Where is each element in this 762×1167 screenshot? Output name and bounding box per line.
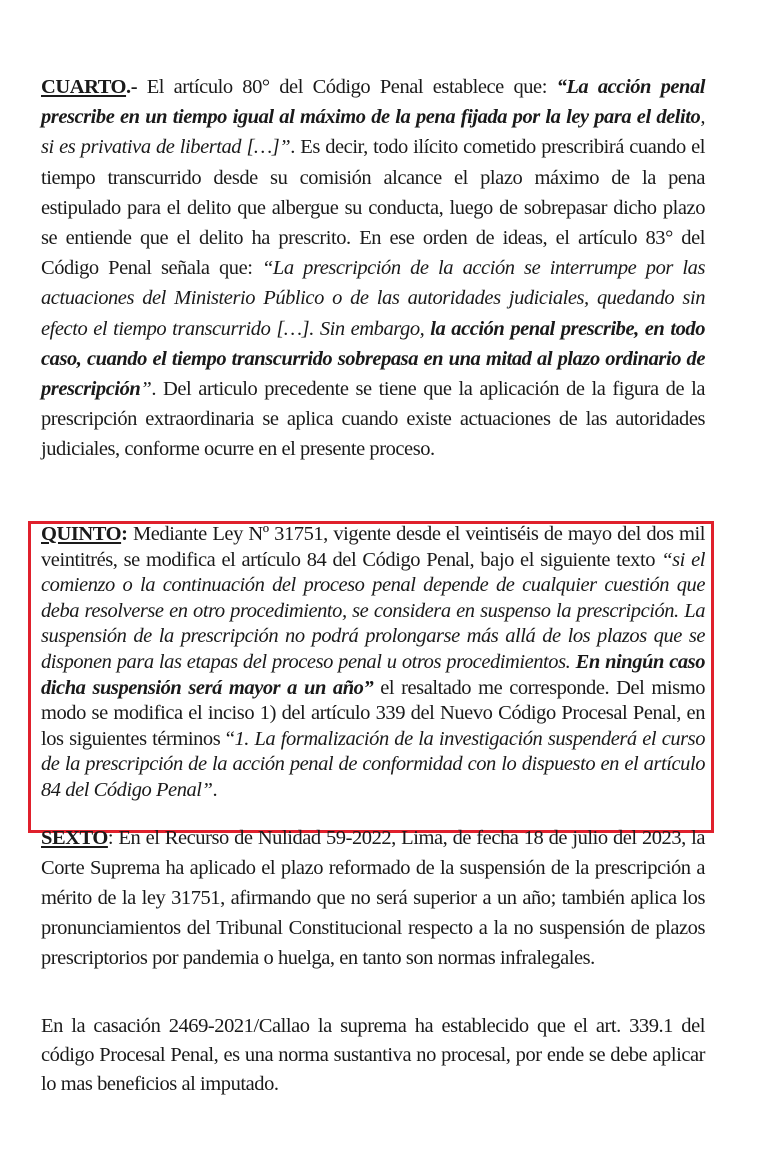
quote-text: , si es privativa de libertad […]”: [41, 106, 705, 159]
quote-text: 1. La formalización de la investigación suspenderá el curso de la prescripción de la acción penal de conformidad con lo dispuesto en el artículo 84 del Código Penal”: [41, 727, 705, 801]
body-text: El artículo 80° del Código Penal establece que:: [137, 76, 557, 98]
body-text: Mediante Ley Nº 31751, vigente desde el veintiséis de mayo del dos mil veintitrés, se modifica el artículo 84 del Código Penal, bajo el siguiente texto: [41, 523, 705, 571]
body-text: .: [212, 778, 218, 801]
heading-separator: .-: [126, 76, 138, 98]
quote-emphasis: En ningún caso dicha suspensión será mayor a un año”: [41, 650, 705, 699]
body-text: En la casación 2469-2021/Callao la suprema ha establecido que el art. 339.1 del código Procesal Penal, es una norma sustantiva no procesal, por ende se debe aplicar lo mas beneficios al imputado.: [41, 1015, 705, 1095]
quote-text: “La prescripción de la acción se interrumpe por las actuaciones del Ministerio Público o de las autoridades judiciales, quedando sin efecto el tiempo transcurrido […]. Sin embargo,: [41, 257, 705, 340]
section-heading-quinto: QUINTO: [41, 523, 122, 545]
quote-emphasis: “La acción penal prescribe en un tiempo igual al máximo de la pena fijada por la ley para el delito: [41, 76, 706, 129]
body-text: En el Recurso de Nulidad 59-2022, Lima, de fecha 18 de julio del 2023, la Corte Suprema ha aplicado el plazo reformado de la suspensión de la prescripción a mérito de la ley 31751, afirmando que no será superior a un año; también aplica los pronunciamientos del Tribunal Constitucional respecto a la no suspensión de plazos prescriptorios por pandemia o huelga, en tanto son normas infralegales.: [41, 827, 705, 969]
section-casacion: [41, 1012, 705, 1099]
section-heading-cuarto: CUARTO: [41, 76, 127, 98]
heading-separator: :: [121, 523, 128, 545]
section-quinto: [41, 522, 705, 804]
body-text: el resaltado me corresponde. Del mismo modo se modifica el inciso 1) del artículo 339 del Nuevo Código Procesal Penal, en los siguientes términos “: [41, 676, 705, 750]
quote-text: “si el comienzo o la continuación del proceso penal depende de cualquier cuestión que deba resolverse en otro procedimiento, se considera en suspenso la prescripción. La suspensión de la prescripción no podrá prolongarse más allá de los plazos que se disponen para las etapas del proceso penal u otros procedimientos.: [41, 548, 706, 673]
quote-emphasis: la acción penal prescribe, en todo caso, cuando el tiempo transcurrido sobrepasa en una mitad al plazo ordinario de prescripción: [41, 317, 705, 401]
section-cuarto: [41, 72, 705, 465]
section-heading-sexto: SEXTO: [41, 827, 108, 849]
quote-close: ”: [140, 378, 152, 401]
heading-separator: :: [107, 827, 114, 849]
body-text: . Es decir, todo ilícito cometido prescribirá cuando el tiempo transcurrido desde su comisión alcance el plazo máximo de la pena estipulado para el delito que albergue su conducta, luego de sobrepasar dicho plazo se entiende que el delito ha prescrito. En ese orden de ideas, el artículo 83° del Código Penal señala que:: [41, 136, 706, 280]
body-text: . Del articulo precedente se tiene que la aplicación de la figura de la prescripción extraordinaria se aplica cuando existe actuaciones de las autoridades judiciales, conforme ocurre en el presente proceso.: [41, 378, 705, 461]
section-sexto: [41, 823, 705, 973]
